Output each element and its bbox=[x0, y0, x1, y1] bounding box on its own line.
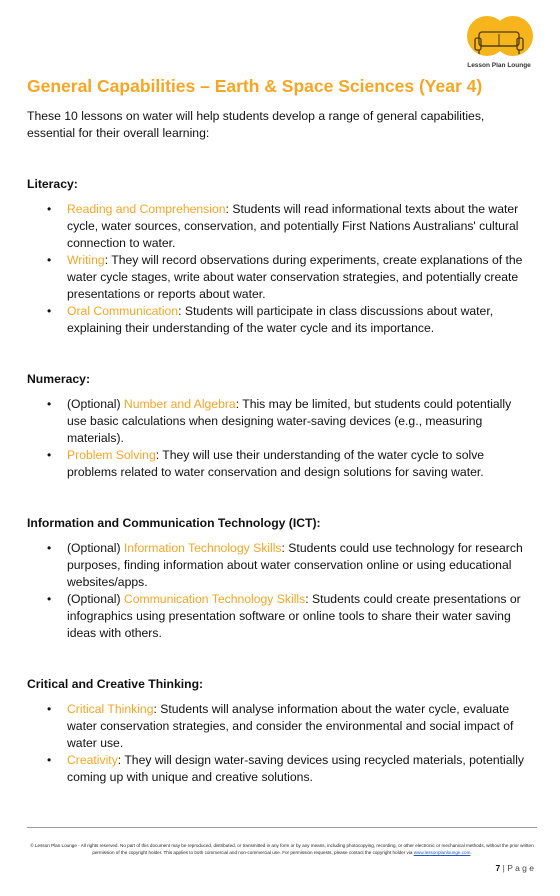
bullet-list bbox=[27, 396, 537, 481]
highlight-term: Oral Communication bbox=[67, 304, 179, 318]
lesson-plan-lounge-logo bbox=[463, 14, 535, 74]
website-link[interactable]: www.lessonplanlounge.com bbox=[413, 850, 471, 855]
bullet-list bbox=[27, 701, 537, 786]
section-ict bbox=[27, 515, 537, 642]
section-numeracy bbox=[27, 371, 537, 481]
list-item: • (Optional) Information Technology Skills: Students could use technology for research purposes, finding information about water conservation online or using educational websites/apps. bbox=[67, 540, 537, 591]
section-heading: Literacy: bbox=[27, 177, 78, 191]
highlight-term: Communication Technology Skills bbox=[123, 592, 306, 606]
list-item: • Problem Solving: They will use their understanding of the water cycle to solve problems related to water conservation and design solutions for saving water. bbox=[67, 447, 537, 481]
list-item: • (Optional) Number and Algebra: This may be limited, but students could potentially use basic calculations when designing water-saving devices (e.g., measuring materials). bbox=[67, 396, 537, 447]
highlight-term: Number and Algebra bbox=[123, 397, 236, 411]
copyright-text: © Lesson Plan Lounge - All rights reserved. No part of this document may be reproduced, distributed, or transmitted in any form or by any means, including photocopying, recording, or other electronic or mechanical methods, without the prior written permission of the copyright holder. This applies to both commercial and non-commercial use. For permission requests, please contact the copyright holder via bbox=[30, 843, 534, 855]
list-item: • Writing: They will record observations during experiments, create explanations of the water cycle stages, write about water conservation strategies, and potentially create presentations or reports about water. bbox=[67, 252, 537, 303]
highlight-term: Critical Thinking bbox=[67, 702, 154, 716]
list-item: • Reading and Comprehension: Students will read informational texts about the water cycle, water sources, conservation, and potentially First Nations Australians' cultural connection to water. bbox=[67, 201, 537, 252]
highlight-term: Information Technology Skills bbox=[123, 541, 282, 555]
sofa-logo-icon bbox=[463, 14, 535, 64]
highlight-term: Creativity bbox=[67, 753, 118, 767]
section-heading: Critical and Creative Thinking: bbox=[27, 677, 204, 691]
section-heading: Information and Communication Technology (ICT): bbox=[27, 516, 321, 530]
footer-divider bbox=[27, 827, 537, 828]
section-critical-creative-thinking bbox=[27, 676, 537, 786]
bullet-list bbox=[27, 540, 537, 642]
list-item: • Creativity: They will design water-saving devices using recycled materials, potentially coming up with unique and creative solutions. bbox=[67, 752, 537, 786]
bullet-list bbox=[27, 201, 537, 337]
highlight-term: Reading and Comprehension bbox=[67, 202, 226, 216]
copyright-footer: © Lesson Plan Lounge - All rights reserved. No part of this document may be reproduced, distributed, or transmitted in any form or by any means, including photocopying, recording, or other electronic or mechanical methods, without the prior written permission of the copyright holder. This applies to both commercial and non-commercial use. For permission requests, please contact the copyright holder via www.lessonplanlounge.com. bbox=[30, 843, 534, 855]
list-item: • (Optional) Communication Technology Skills: Students could create presentations or infographics using presentation software or online tools to share their water saving ideas with others. bbox=[67, 591, 537, 642]
list-item: • Critical Thinking: Students will analyse information about the water cycle, evaluate water conservation strategies, and consider the environmental and social impact of water use. bbox=[67, 701, 537, 752]
page-number: 7 | P a g e bbox=[495, 863, 534, 873]
intro-paragraph: These 10 lessons on water will help students develop a range of general capabilities, essential for their overall learning: bbox=[27, 109, 485, 140]
logo-text: Lesson Plan Lounge bbox=[467, 62, 531, 69]
highlight-term: Writing bbox=[67, 253, 105, 267]
page-title: General Capabilities – Earth & Space Sciences (Year 4) bbox=[27, 76, 483, 96]
section-literacy bbox=[27, 176, 537, 337]
section-heading: Numeracy: bbox=[27, 372, 90, 386]
list-item: • Oral Communication: Students will participate in class discussions about water, explaining their understanding of the water cycle and its importance. bbox=[67, 303, 537, 337]
highlight-term: Problem Solving bbox=[67, 448, 156, 462]
